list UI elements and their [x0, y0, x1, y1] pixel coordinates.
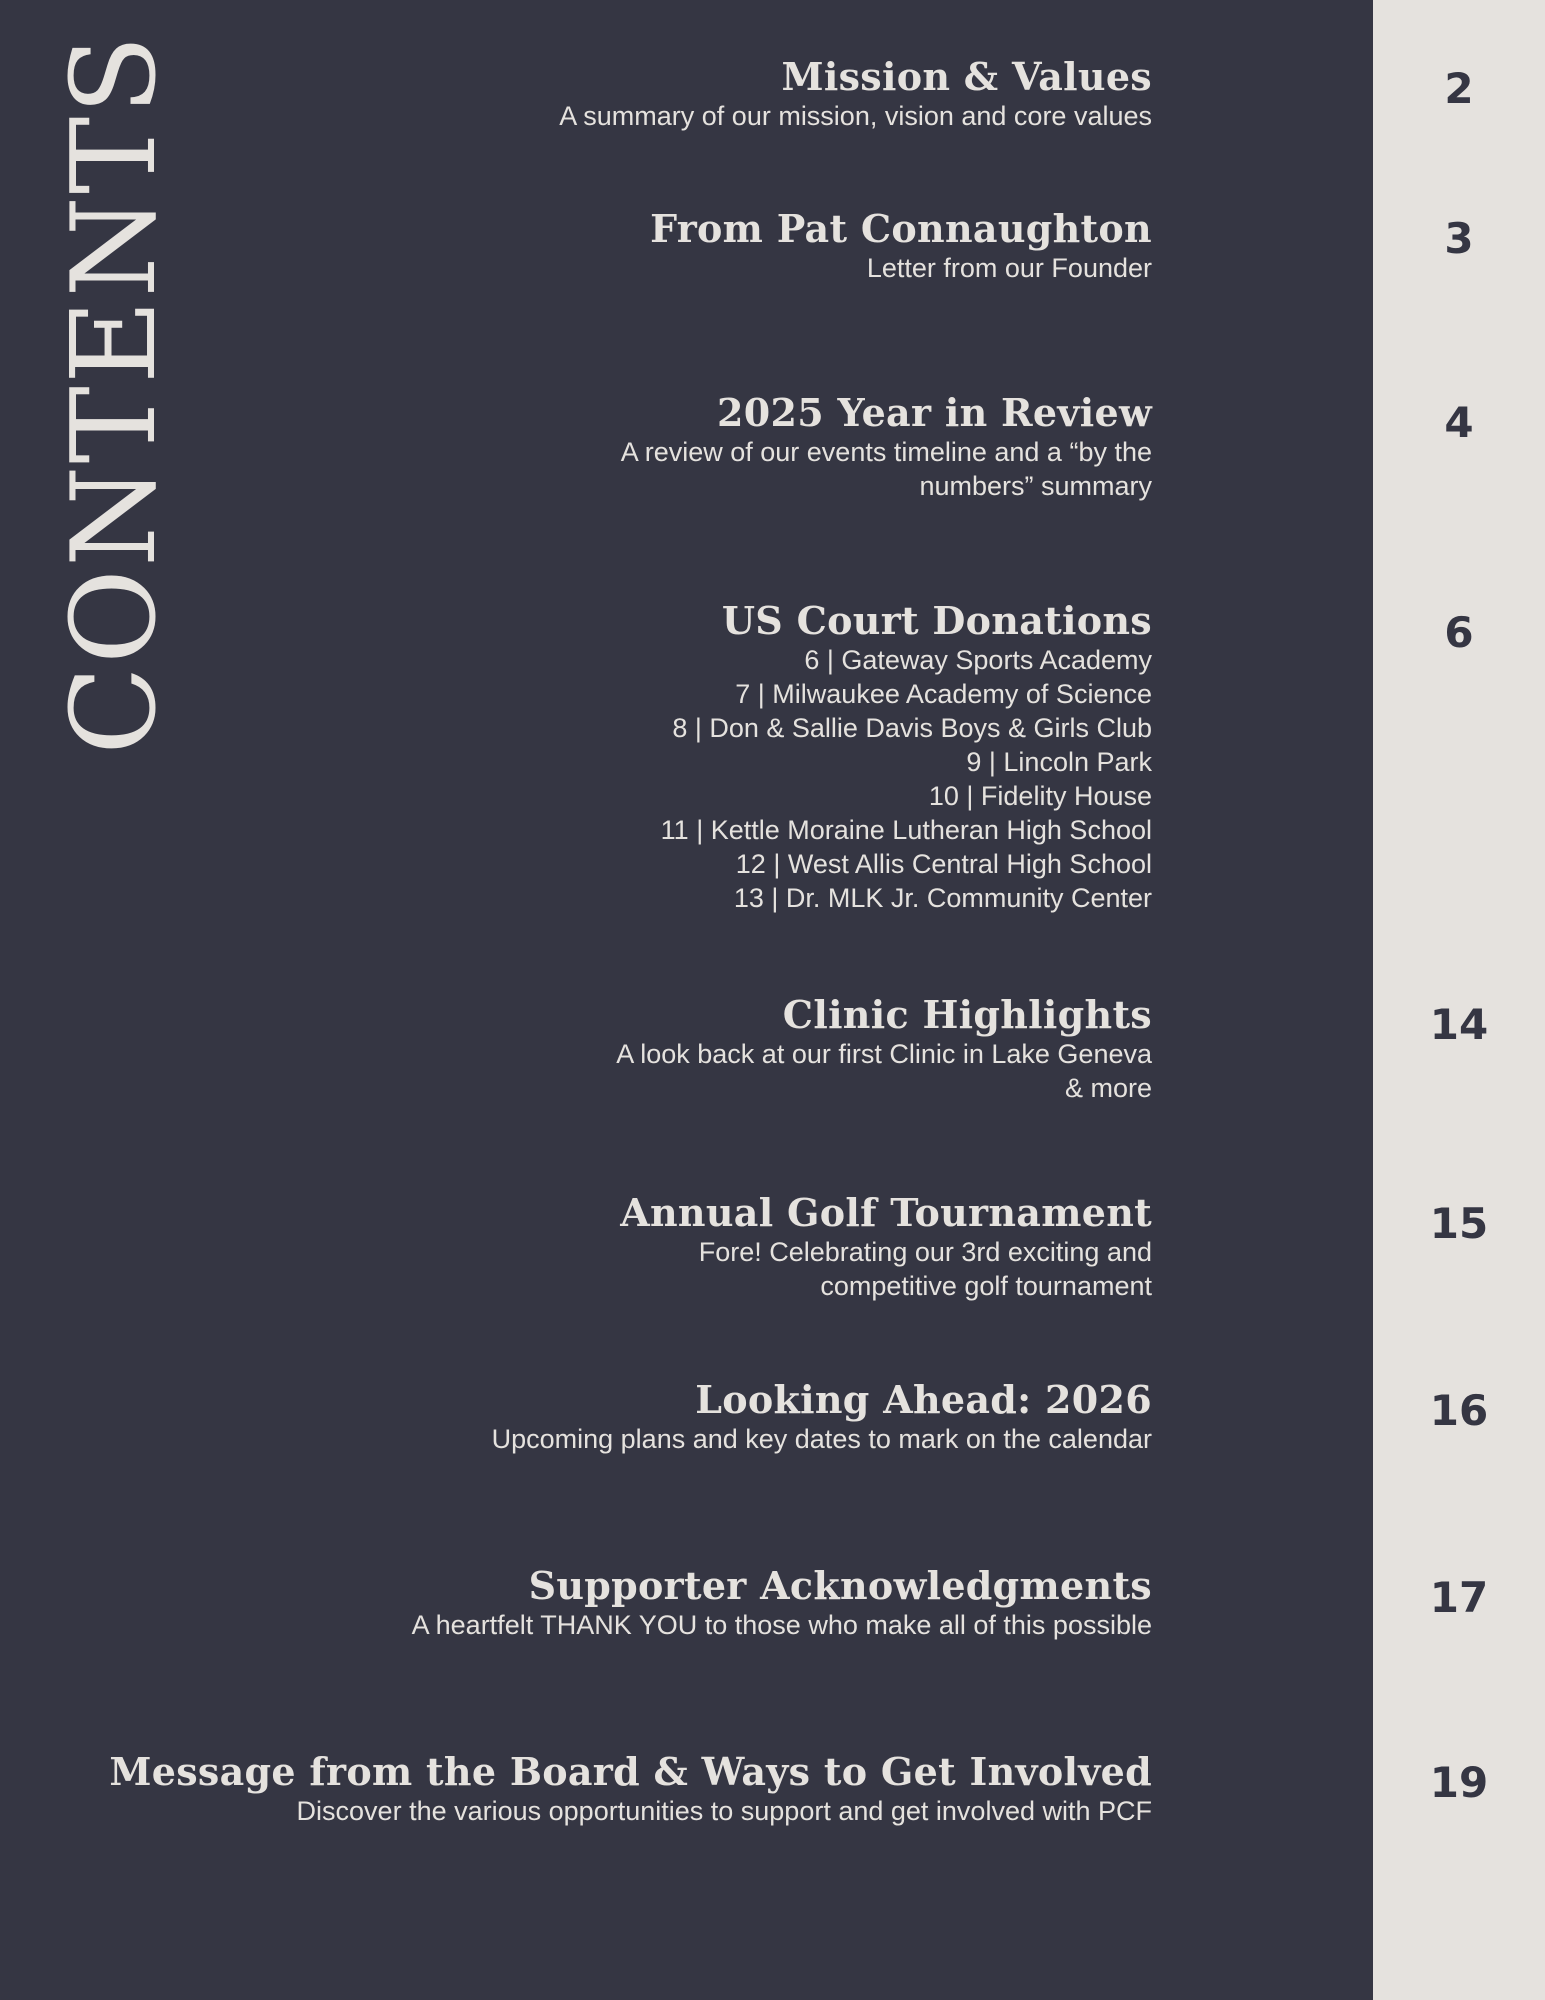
toc-entry-title: Looking Ahead: 2026: [695, 1377, 1152, 1422]
toc-entry-title: US Court Donations: [721, 598, 1152, 643]
page-number[interactable]: 14: [1429, 1000, 1489, 1049]
court-donation-item: 11 | Kettle Moraine Lutheran High School: [660, 815, 1152, 845]
page-number[interactable]: 16: [1429, 1386, 1489, 1435]
toc-entry-looking-ahead[interactable]: [52, 1378, 1152, 1456]
toc-entry-description: A review of our events timeline and a “by the numbers” summary: [620, 437, 1152, 501]
toc-entry-board-message[interactable]: [52, 1750, 1152, 1828]
toc-entry-year-in-review[interactable]: [52, 391, 1152, 503]
court-donations-list: [52, 643, 1152, 915]
page-number[interactable]: 3: [1444, 214, 1474, 263]
court-donation-item: 6 | Gateway Sports Academy: [804, 645, 1152, 675]
toc-entry-court-donations[interactable]: [52, 599, 1152, 915]
court-donation-item: 13 | Dr. MLK Jr. Community Center: [733, 883, 1152, 913]
court-donation-item: 10 | Fidelity House: [928, 781, 1152, 811]
toc-entry-title: Supporter Acknowledgments: [528, 1563, 1152, 1608]
toc-entry-description: A heartfelt THANK YOU to those who make all of this possible: [411, 1610, 1152, 1640]
toc-entry-founder-letter[interactable]: [52, 207, 1152, 285]
court-donation-item: 9 | Lincoln Park: [966, 747, 1152, 777]
toc-entry-golf-tournament[interactable]: [52, 1191, 1152, 1303]
toc-entry-clinic-highlights[interactable]: [52, 993, 1152, 1105]
toc-entry-description: A look back at our first Clinic in Lake Geneva & more: [616, 1039, 1152, 1103]
court-donation-item: 7 | Milwaukee Academy of Science: [735, 679, 1152, 709]
page-number[interactable]: 19: [1429, 1758, 1489, 1807]
toc-entry-title: Clinic Highlights: [782, 992, 1152, 1037]
page-number[interactable]: 4: [1444, 398, 1474, 447]
toc-entry-title: Message from the Board & Ways to Get Involved: [109, 1749, 1152, 1794]
toc-entry-title: 2025 Year in Review: [716, 390, 1152, 435]
toc-entry-description: A summary of our mission, vision and core values: [559, 101, 1152, 131]
toc-entry-description: Fore! Celebrating our 3rd exciting and competitive golf tournament: [698, 1237, 1152, 1301]
toc-entry-description: Letter from our Founder: [866, 253, 1152, 283]
page-number[interactable]: 17: [1429, 1573, 1489, 1622]
toc-entry-title: Mission & Values: [781, 54, 1152, 99]
toc-entry-description: Discover the various opportunities to support and get involved with PCF: [296, 1796, 1152, 1826]
contents-heading: CONTENTS: [47, 33, 182, 755]
toc-entry-supporter-acknowledgments[interactable]: [52, 1564, 1152, 1642]
page-number[interactable]: 2: [1444, 64, 1474, 113]
toc-entry-description: Upcoming plans and key dates to mark on the calendar: [491, 1424, 1152, 1454]
toc-entry-title: From Pat Connaughton: [650, 206, 1152, 251]
page-number[interactable]: 6: [1444, 608, 1474, 657]
court-donation-item: 8 | Don & Sallie Davis Boys & Girls Club: [672, 713, 1152, 743]
court-donation-item: 12 | West Allis Central High School: [735, 849, 1152, 879]
toc-entry-mission-values[interactable]: [52, 55, 1152, 133]
page-number[interactable]: 15: [1429, 1199, 1489, 1248]
toc-entry-title: Annual Golf Tournament: [620, 1190, 1152, 1235]
